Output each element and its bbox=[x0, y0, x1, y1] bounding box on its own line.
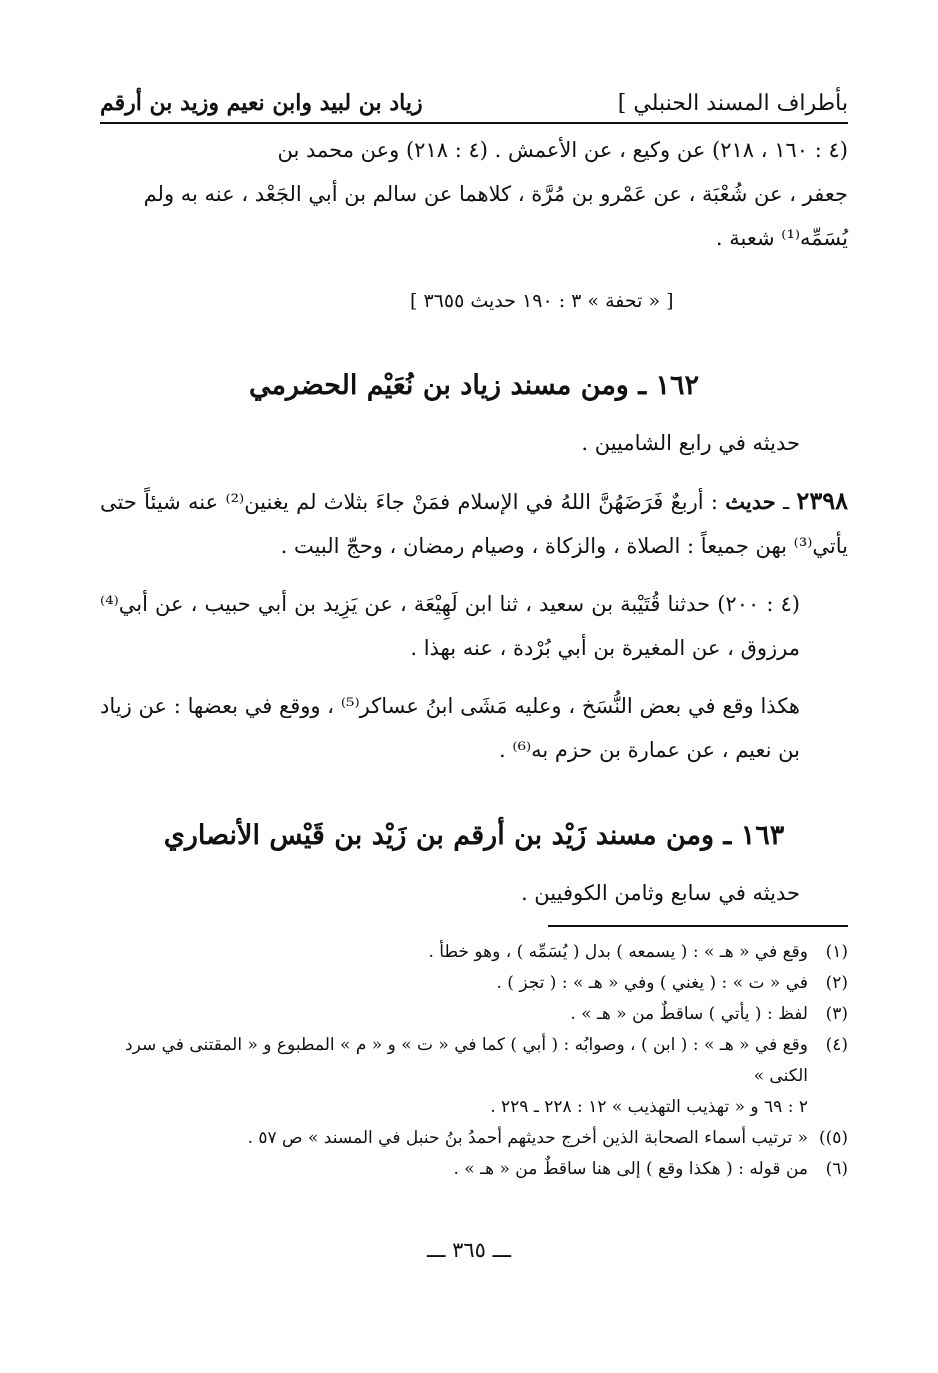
footnote-text: من قوله : ( هكذا وقع ) إلى هنا ساقطٌ من « هـ » . bbox=[453, 1159, 808, 1179]
hadith-separator: ـ bbox=[775, 490, 797, 514]
footnote-number: (١) bbox=[825, 942, 848, 962]
header-section-title: زياد بن لبيد وابن نعيم وزيد بن أرقم bbox=[100, 90, 423, 116]
section-163-title: ١٦٣ ـ ومن مسند زَيْد بن أرقم بن زَيْد بن قَيْس الأنصاري bbox=[163, 820, 785, 851]
text-line: جعفر ، عن شُعْبَة ، عن عَمْرو بن مُرَّة ، كلاهما عن سالم بن أبي الجَعْد ، عنه به ولم bbox=[143, 182, 848, 206]
text-line: (٤ : ١٦٠ ، ٢١٨) عن وكيع ، عن الأعمش . (٤ : ٢١٨) وعن محمد بن bbox=[277, 138, 848, 162]
footnote-number: (٥)) bbox=[818, 1128, 848, 1148]
footnote-number: (٢) bbox=[825, 973, 848, 993]
text-line: يُسَمِّه⁽¹⁾ شعبة . bbox=[715, 226, 848, 250]
footnote bbox=[100, 968, 848, 999]
hadith-isnad: (٤ : ٢٠٠) حدثنا قُتَيْبة بن سعيد ، ثنا ابن لَهِيْعَة ، عن يَزِيد بن أبي حبيب ، عن أبي⁽⁴⁾ مرزوق ، عن المغيرة بن أبي بُرْدة ، عنه بهذا . bbox=[100, 592, 800, 660]
tuhfa-reference: [ « تحفة » ٣ : ١٩٠ حديث ٣٦٥٥ ] bbox=[410, 290, 674, 312]
section-163-intro: حديثه في سابع وثامن الكوفيين . bbox=[520, 881, 800, 905]
footnote-text: وقع في « هـ » : ( يسمعه ) بدل ( يُسَمِّه ) ، وهو خطأ . bbox=[428, 942, 808, 962]
footnote-line: ٢ : ٦٩ و « تهذيب التهذيب » ١٢ : ٢٢٨ ـ ٢٢٩ . bbox=[490, 1097, 808, 1117]
hadith-2398 bbox=[100, 479, 848, 568]
footnote-text: لفظ : ( يأتي ) ساقطٌ من « هـ » . bbox=[570, 1004, 808, 1024]
footnote-divider bbox=[548, 925, 848, 927]
paragraph-isnad-continuation bbox=[100, 128, 848, 260]
footnote bbox=[100, 999, 848, 1030]
book-page bbox=[100, 80, 848, 1185]
hadith-label: حديث bbox=[725, 489, 776, 514]
footnotes bbox=[100, 937, 848, 1185]
footnote-number: (٤) bbox=[825, 1035, 848, 1055]
footnote bbox=[100, 937, 848, 968]
footnote-number: (٣) bbox=[825, 1004, 848, 1024]
footnote bbox=[100, 1154, 848, 1185]
page-number: ـــ ٣٦٥ ـــ bbox=[426, 1238, 512, 1262]
footnote-text: « ترتيب أسماء الصحابة الذين أخرج حديثهم أحمدُ بنُ حنبل في المسند » ص ٥٧ . bbox=[247, 1128, 808, 1148]
hadith-text: : أربعٌ فَرَضَهُنَّ اللهُ في الإسلام فمَنْ جاءَ بثلاث لم يغنين⁽²⁾ عنه شيئاً حتى يأتي⁽³⁾ بهن جميعاً : الصلاة ، والزكاة ، وصيام رمضان ، وحجّ البيت . bbox=[100, 490, 848, 558]
footnote-line: وقع في « هـ » : ( ابن ) ، وصوابُه : ( أبي ) كما في « ت » و « م » المطبوع و « المقتنى في سرد الكنى » bbox=[125, 1035, 808, 1086]
hadith-number: ٢٣٩٨ bbox=[796, 486, 848, 515]
footnote-text: في « ت » : ( يغني ) وفي « هـ » : ( تجز ) . bbox=[496, 973, 808, 993]
footnote bbox=[100, 1123, 848, 1154]
editor-note: هكذا وقع في بعض النُّسَخ ، وعليه مَشَى ابنُ عساكر⁽⁵⁾ ، ووقع في بعضها : عن زياد بن نعيم ، عن عمارة بن حزم به⁽⁶⁾ . bbox=[100, 694, 801, 762]
header-book-title: بأطراف المسند الحنبلي ] bbox=[617, 91, 848, 116]
footnote-number: (٦) bbox=[825, 1159, 848, 1179]
section-162-title: ١٦٢ ـ ومن مسند زياد بن نُعَيْم الحضرمي bbox=[248, 370, 700, 401]
footnote bbox=[100, 1030, 848, 1123]
running-header bbox=[100, 80, 848, 124]
section-162-intro: حديثه في رابع الشاميين . bbox=[581, 431, 800, 455]
footnote-text bbox=[100, 1030, 808, 1123]
